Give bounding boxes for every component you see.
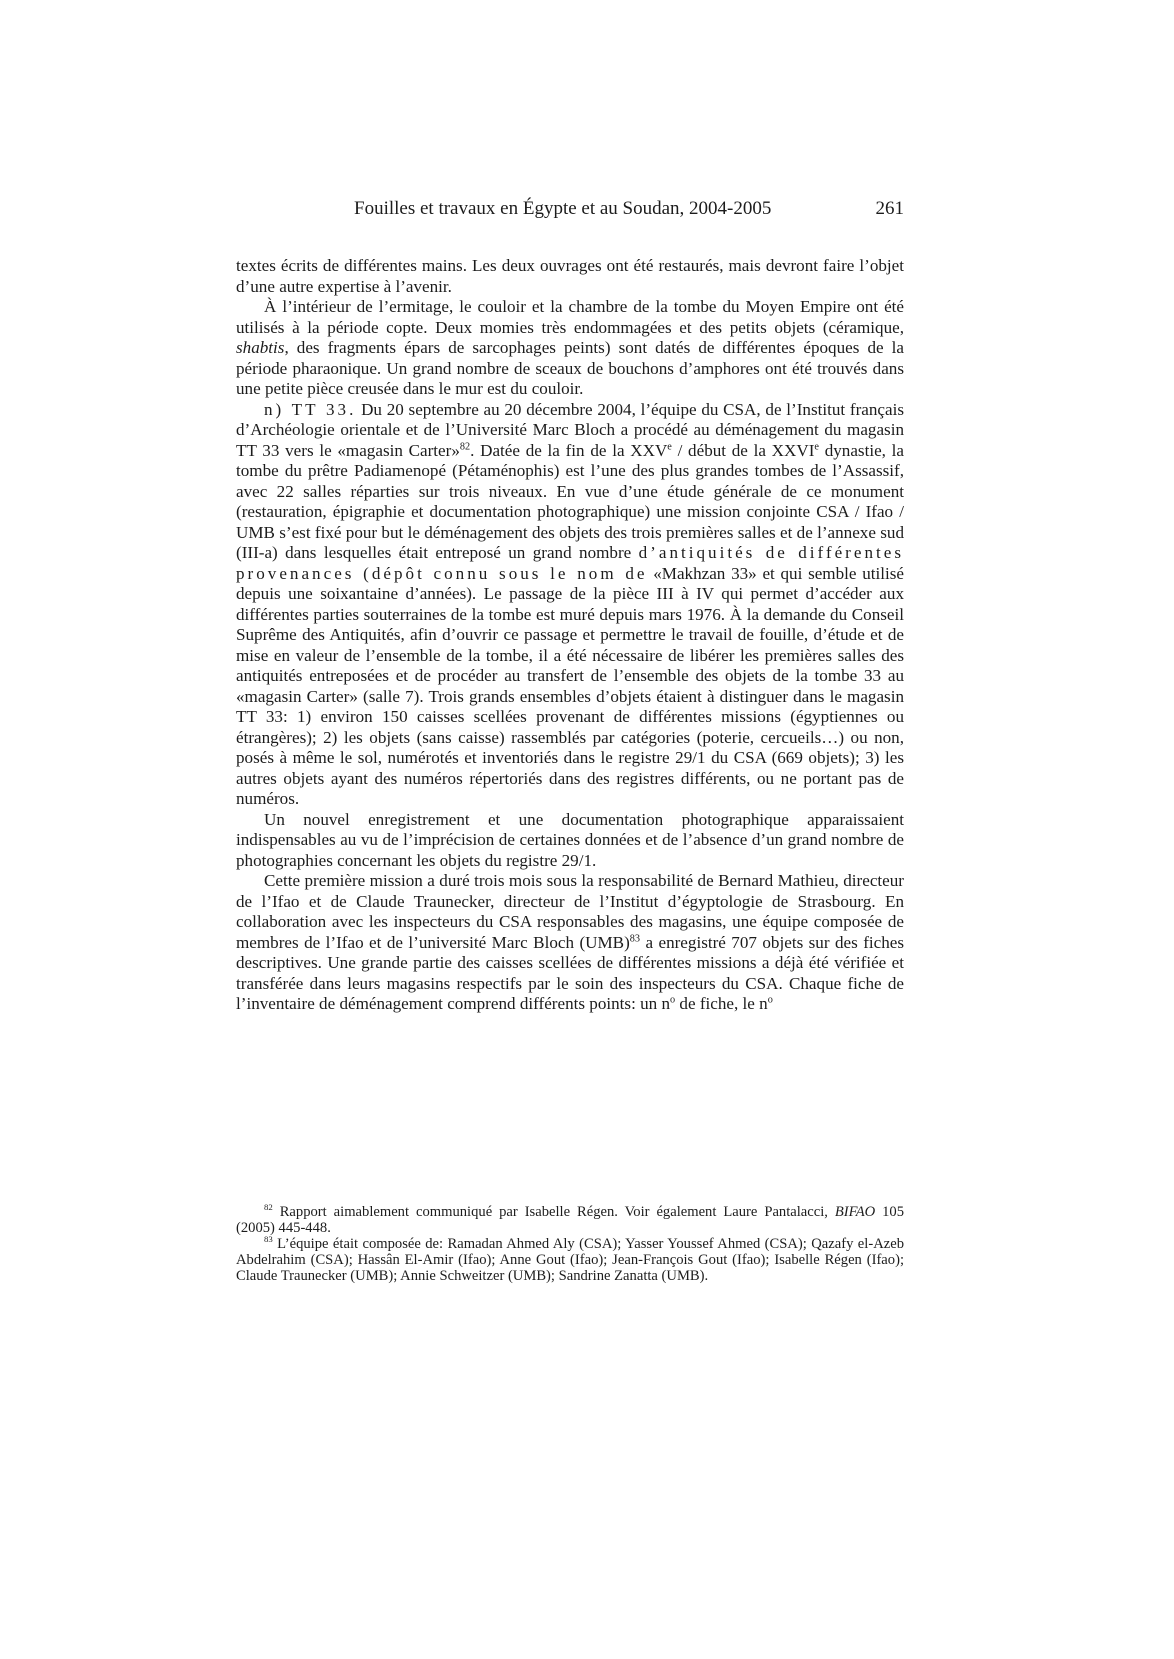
footnote-82-text-b: 105 (2005) 445-448.	[236, 1204, 904, 1236]
superscript-o-1: o	[670, 994, 676, 1006]
running-title: Fouilles et travaux en Égypte et au Soudan, 2004-2005	[354, 198, 772, 219]
paragraph-3	[236, 400, 904, 810]
section-sigla-tt33: n) TT 33.	[264, 399, 357, 419]
footnote-82-text-a: Rapport aimablement communiqué par Isabelle Régen. Voir également Laure Pantalacci,	[272, 1204, 835, 1220]
paragraph-5	[236, 871, 904, 1015]
footnote-82	[236, 1204, 904, 1236]
footnote-83-number: 83	[264, 1234, 273, 1245]
paragraph-5-text-b: a enregistré 707 objets sur des fiches descriptives. Une grande partie des caisses scellées de différentes missions a déjà été vérifiée et transférée dans leurs magasins respectifs par le soin des inspecteurs du CSA. Chaque fiche de l’inventaire de déménagement comprend différents points: un n	[236, 932, 905, 1013]
page-number: 261	[875, 198, 904, 219]
paragraph-4	[236, 810, 904, 872]
superscript-o-2: o	[767, 994, 773, 1006]
paragraph-1	[236, 256, 904, 297]
paragraph-2	[236, 297, 904, 400]
spaced-phrase: d’antiquités de différentes provenances (dépôt connu sous le nom de	[236, 543, 904, 583]
paragraph-2-text-a: À l’intérieur de l’ermitage, le couloir et la chambre de la tombe du Moyen Empire ont été utilisés à la période copte. Deux momies très endommagées et des petits objets (céramique,	[236, 297, 904, 337]
paragraph-3-text-a: Du 20 septembre au 20 décembre 2004, l’équipe du CSA, de l’Institut français d’Archéologie orientale et de l’Université Marc Bloch a procédé au déménagement du magasin TT 33 vers le «magasin Carter»	[236, 399, 904, 460]
superscript-e-1: e	[667, 440, 672, 452]
footnotes	[236, 1204, 904, 1284]
main-text	[236, 256, 904, 1015]
paragraph-3-text-b: . Datée de la fin de la XXV	[470, 440, 668, 460]
footnote-83	[236, 1236, 904, 1284]
paragraph-3-text-d: dynastie, la tombe du prêtre Padiamenopé (Pétaménophis) est l’une des plus grandes tombes de l’Assassif, avec 22 salles réparties sur trois niveaux. En vue d’une étude générale de ce monument (restauration, épigraphie et documentation photographique) une mission conjointe CSA / Ifao / UMB s’est fixé pour but le déménagement des objets des trois premières salles et de l’annexe sud (III-a) dans lesquelles était entreposé un grand nombre	[236, 440, 904, 562]
paragraph-2-text-b: , des fragments épars de sarcophages peints) sont datés de différentes époques de la période pharaonique. Un grand nombre de sceaux de bouchons d’amphores ont été trouvés dans une petite pièce creusée dans le mur est du couloir.	[236, 338, 904, 398]
footnote-ref-82: 82	[459, 440, 471, 452]
footnote-ref-83: 83	[629, 932, 641, 944]
paragraph-1-text: textes écrits de différentes mains. Les deux ouvrages ont été restaurés, mais devront faire l’objet d’une autre expertise à l’avenir.	[236, 256, 904, 296]
superscript-e-2: e	[814, 440, 819, 452]
paragraph-5-text-c: de fiche, le n	[675, 994, 768, 1013]
footnote-83-text: L’équipe était composée de: Ramadan Ahmed Aly (CSA); Yasser Youssef Ahmed (CSA); Qazafy el-Azeb Abdelrahim (CSA); Hassân El-Amir (Ifao); Anne Gout (Ifao); Jean-François Gout (Ifao); Isabelle Régen (Ifao); Claude Traunecker (UMB); Annie Schweitzer (UMB); Sandrine Zanatta (UMB).	[236, 1236, 904, 1284]
paragraph-5-text-a: Cette première mission a duré trois mois sous la responsabilité de Bernard Mathieu, directeur de l’Ifao et de Claude Traunecker, directeur de l’Institut d’égyptologie de Strasbourg. En collaboration avec les inspecteurs du CSA responsables des magasins, une équipe composée de membres de l’Ifao et de l’université Marc Bloch (UMB)	[236, 871, 904, 952]
shabtis-term: shabtis	[236, 338, 285, 357]
paragraph-3-text-c: / début de la XXVI	[671, 440, 815, 460]
paragraph-3-text-e: «Makhzan 33» et qui semble utilisé depuis une soixantaine d’années). Le passage de la pièce III à IV qui permet d’accéder aux différentes parties souterraines de la tombe est muré depuis mars 1976. À la demande du Conseil Suprême des Antiquités, afin d’ouvrir ce passage et permettre le travail de fouille, d’étude et de mise en valeur de l’ensemble de la tombe, il a été nécessaire de libérer les premières salles des antiquités entreposées et de procéder au transfert de l’ensemble des objets de la tombe 33 au «magasin Carter» (salle 7). Trois grands ensembles d’objets étaient à distinguer dans le magasin TT 33: 1) environ 150 caisses scellées provenant de différentes missions (égyptiennes ou étrangères); 2) les objets (sans caisse) rassemblés par catégories (poterie, cercueils…) ou non, posés à même le sol, numérotés et inventoriés dans le registre 29/1 du CSA (669 objets); 3) les autres objets ayant des numéros répertoriés dans des registres différents, ou ne portant pas de numéros.	[236, 563, 904, 808]
running-header	[236, 198, 904, 228]
paragraph-4-text: Un nouvel enregistrement et une documentation photographique apparaissaient indispensables au vu de l’imprécision de certaines données et de l’absence d’un grand nombre de photographies concernant les objets du registre 29/1.	[236, 809, 904, 870]
journal-title: BIFAO	[834, 1204, 876, 1220]
footnote-82-number: 82	[264, 1202, 273, 1213]
